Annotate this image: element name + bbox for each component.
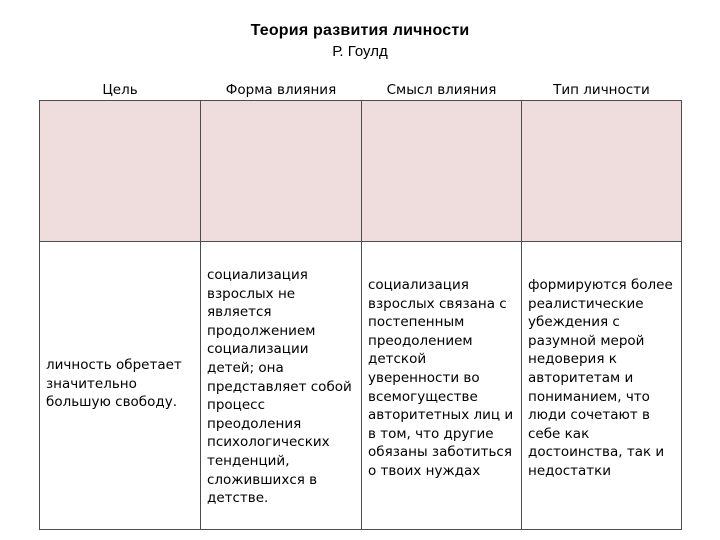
column-header-label: Форма влияния [225, 82, 337, 98]
column-header-form [201, 82, 362, 242]
page-subtitle: Р. Гоулд [332, 43, 388, 60]
page-title: Теория развития личности [250, 22, 470, 39]
table-row [40, 242, 682, 530]
column-header-goal [40, 82, 201, 242]
column-header-type [522, 82, 682, 242]
table-cell-goal [40, 242, 201, 530]
cell-text: социализация взрослых не является продолжением социализации детей; она представляет собой процесс преодоления психологических тенденций, сложившихся в детстве. [207, 267, 352, 507]
theory-table [39, 82, 682, 530]
cell-text: социализация взрослых связана с постепенным преодолением детской уверенности во всемогуществе авторитетных лиц и в том, что другие обязаны заботиться о твоих нуждах [368, 277, 514, 479]
table-cell-type [522, 242, 682, 530]
cell-text: формируются более реалистические убеждения с разумной мерой недоверия к авторитетам и пониманием, что люди сочетают в себе как достоинства, так и недостатки [528, 277, 673, 479]
column-header-label: Тип личности [553, 82, 650, 98]
column-header-meaning [362, 82, 522, 242]
table-header-row [40, 101, 682, 242]
column-header-label: Смысл влияния [386, 82, 497, 98]
column-header-label: Цель [102, 82, 138, 98]
cell-text: личность обретает значительно большую свободу. [46, 357, 182, 411]
table-cell-form [201, 242, 362, 530]
table-cell-meaning [362, 242, 522, 530]
